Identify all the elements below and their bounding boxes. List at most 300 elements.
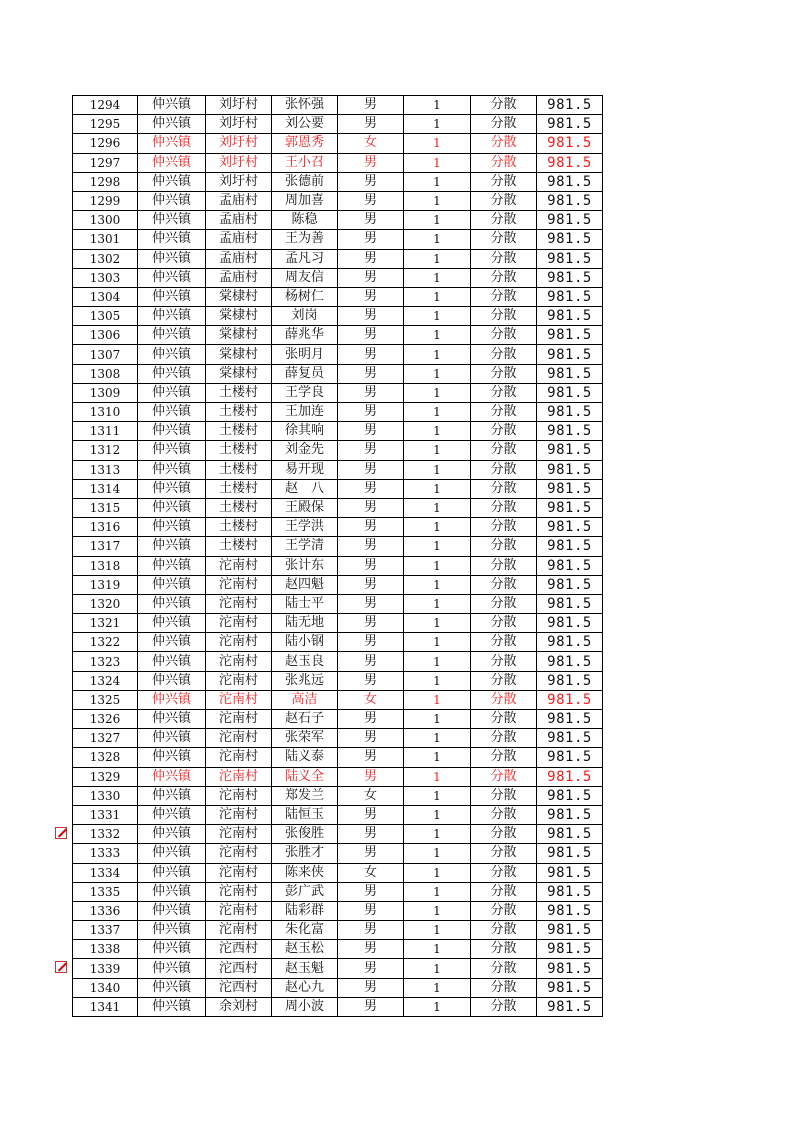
type-text: 分散: [490, 730, 517, 746]
cell-village: [206, 537, 272, 556]
town-text: 仲兴镇: [151, 883, 191, 899]
name-text: 刘公要: [284, 116, 324, 132]
cell-type: [471, 460, 537, 479]
table-row: [73, 537, 603, 556]
gender-text: 男: [363, 500, 377, 516]
cell-village: [206, 901, 272, 920]
cell-town: [138, 307, 206, 326]
cell-village: [206, 479, 272, 498]
id-text: 1329: [89, 769, 121, 784]
name-text: 王小召: [284, 154, 324, 170]
count-text: 1: [433, 462, 441, 477]
amount-text: 981.5: [547, 327, 592, 344]
town-text: 仲兴镇: [151, 826, 191, 842]
town-text: 仲兴镇: [151, 557, 191, 573]
cell-gender: [338, 575, 404, 594]
id-text: 1330: [89, 788, 121, 803]
cell-name: [272, 921, 338, 940]
village-text: 土楼村: [218, 461, 258, 477]
amount-text: 981.5: [547, 979, 592, 996]
id-text: 1301: [89, 232, 121, 247]
type-text: 分散: [490, 672, 517, 688]
cell-village: [206, 863, 272, 882]
cell-count: [404, 249, 471, 268]
type-text: 分散: [490, 691, 517, 707]
cell-type: [471, 326, 537, 345]
amount-text: 981.5: [547, 768, 592, 785]
type-text: 分散: [490, 653, 517, 669]
cell-amount: [537, 345, 603, 364]
name-text: 张胜才: [284, 845, 324, 861]
table-row: [73, 287, 603, 306]
name-text: 王学洪: [284, 519, 324, 535]
name-text: 陆义泰: [284, 749, 324, 765]
cell-name: [272, 690, 338, 709]
cell-type: [471, 959, 537, 978]
amount-text: 981.5: [547, 653, 592, 670]
count-text: 1: [433, 501, 441, 516]
cell-count: [404, 805, 471, 824]
table-row: [73, 978, 603, 997]
town-text: 仲兴镇: [151, 538, 191, 554]
amount-text: 981.5: [547, 231, 592, 248]
comment-note-icon[interactable]: [55, 961, 67, 973]
gender-text: 男: [363, 404, 377, 420]
cell-count: [404, 882, 471, 901]
cell-amount: [537, 901, 603, 920]
table-row: [73, 268, 603, 287]
count-text: 1: [433, 673, 441, 688]
gender-text: 男: [363, 538, 377, 554]
cell-gender: [338, 326, 404, 345]
cell-type: [471, 633, 537, 652]
name-text: 陆无地: [284, 615, 324, 631]
cell-id: [73, 978, 138, 997]
cell-gender: [338, 633, 404, 652]
gender-text: 男: [363, 269, 377, 285]
cell-gender: [338, 172, 404, 191]
amount-text: 981.5: [547, 902, 592, 919]
count-text: 1: [433, 808, 441, 823]
cell-town: [138, 537, 206, 556]
cell-town: [138, 940, 206, 959]
id-text: 1337: [89, 923, 121, 938]
cell-town: [138, 729, 206, 748]
gender-text: 男: [363, 845, 377, 861]
type-text: 分散: [490, 269, 517, 285]
village-text: 土楼村: [218, 442, 258, 458]
village-text: 孟庙村: [218, 250, 258, 266]
amount-text: 981.5: [547, 135, 592, 152]
name-text: 王加连: [284, 404, 324, 420]
amount-text: 981.5: [547, 711, 592, 728]
count-text: 1: [433, 903, 441, 918]
amount-text: 981.5: [547, 883, 592, 900]
cell-id: [73, 172, 138, 191]
table-row: [73, 748, 603, 767]
cell-count: [404, 153, 471, 172]
cell-id: [73, 383, 138, 402]
cell-village: [206, 326, 272, 345]
cell-count: [404, 921, 471, 940]
cell-type: [471, 882, 537, 901]
cell-name: [272, 825, 338, 844]
cell-count: [404, 671, 471, 690]
type-text: 分散: [490, 461, 517, 477]
village-text: 沱南村: [218, 768, 258, 784]
cell-name: [272, 518, 338, 537]
cell-gender: [338, 96, 404, 115]
gender-text: 男: [363, 308, 377, 324]
cell-name: [272, 287, 338, 306]
count-text: 1: [433, 174, 441, 189]
type-text: 分散: [490, 231, 517, 247]
cell-gender: [338, 479, 404, 498]
gender-text: 男: [363, 173, 377, 189]
village-text: 土楼村: [218, 519, 258, 535]
id-text: 1316: [89, 520, 121, 535]
cell-amount: [537, 614, 603, 633]
cell-name: [272, 575, 338, 594]
cell-type: [471, 767, 537, 786]
cell-name: [272, 767, 338, 786]
cell-name: [272, 594, 338, 613]
amount-text: 981.5: [547, 500, 592, 517]
village-text: 沱西村: [218, 979, 258, 995]
village-text: 刘圩村: [218, 154, 258, 170]
town-text: 仲兴镇: [151, 135, 191, 151]
cell-amount: [537, 96, 603, 115]
cell-id: [73, 115, 138, 134]
cell-town: [138, 710, 206, 729]
cell-village: [206, 690, 272, 709]
cell-count: [404, 959, 471, 978]
type-text: 分散: [490, 154, 517, 170]
cell-count: [404, 230, 471, 249]
id-text: 1338: [89, 942, 121, 957]
cell-town: [138, 479, 206, 498]
cell-id: [73, 134, 138, 153]
cell-amount: [537, 537, 603, 556]
type-text: 分散: [490, 960, 517, 976]
table-row: [73, 710, 603, 729]
cell-name: [272, 460, 338, 479]
count-text: 1: [433, 481, 441, 496]
cell-gender: [338, 115, 404, 134]
cell-gender: [338, 767, 404, 786]
table-row: [73, 403, 603, 422]
amount-text: 981.5: [547, 826, 592, 843]
amount-text: 981.5: [547, 691, 592, 708]
village-text: 沱南村: [218, 787, 258, 803]
count-text: 1: [433, 980, 441, 995]
cell-type: [471, 825, 537, 844]
town-text: 仲兴镇: [151, 864, 191, 880]
cell-count: [404, 978, 471, 997]
cell-name: [272, 748, 338, 767]
count-text: 1: [433, 328, 441, 343]
village-text: 沱南村: [218, 653, 258, 669]
id-text: 1335: [89, 884, 121, 899]
gender-text: 男: [363, 231, 377, 247]
name-text: 陆彩群: [284, 902, 324, 918]
cell-town: [138, 518, 206, 537]
village-text: 沱南村: [218, 711, 258, 727]
cell-amount: [537, 825, 603, 844]
comment-note-icon[interactable]: [55, 827, 67, 839]
table-body: [73, 96, 603, 1017]
cell-town: [138, 882, 206, 901]
cell-count: [404, 460, 471, 479]
gender-text: 男: [363, 480, 377, 496]
cell-id: [73, 729, 138, 748]
count-text: 1: [433, 750, 441, 765]
town-text: 仲兴镇: [151, 941, 191, 957]
gender-text: 女: [363, 864, 377, 880]
cell-name: [272, 307, 338, 326]
gender-text: 男: [363, 97, 377, 113]
town-text: 仲兴镇: [151, 308, 191, 324]
name-text: 赵 八: [284, 480, 324, 496]
cell-village: [206, 287, 272, 306]
cell-town: [138, 460, 206, 479]
count-text: 1: [433, 366, 441, 381]
type-text: 分散: [490, 998, 517, 1014]
cell-name: [272, 633, 338, 652]
cell-id: [73, 211, 138, 230]
cell-type: [471, 518, 537, 537]
name-text: 赵玉良: [284, 653, 324, 669]
village-text: 棠棣村: [218, 365, 258, 381]
id-text: 1305: [89, 309, 121, 324]
cell-id: [73, 441, 138, 460]
cell-id: [73, 594, 138, 613]
id-text: 1314: [89, 481, 121, 496]
cell-village: [206, 134, 272, 153]
cell-village: [206, 115, 272, 134]
cell-id: [73, 710, 138, 729]
town-text: 仲兴镇: [151, 173, 191, 189]
gender-text: 男: [363, 212, 377, 228]
count-text: 1: [433, 999, 441, 1014]
cell-village: [206, 345, 272, 364]
cell-type: [471, 671, 537, 690]
amount-text: 981.5: [547, 404, 592, 421]
name-text: 陈稳: [291, 212, 318, 228]
cell-count: [404, 690, 471, 709]
cell-village: [206, 959, 272, 978]
name-text: 薛复员: [284, 365, 324, 381]
id-text: 1304: [89, 289, 121, 304]
cell-gender: [338, 191, 404, 210]
cell-type: [471, 172, 537, 191]
cell-name: [272, 422, 338, 441]
cell-village: [206, 383, 272, 402]
gender-text: 男: [363, 615, 377, 631]
type-text: 分散: [490, 768, 517, 784]
type-text: 分散: [490, 135, 517, 151]
cell-village: [206, 614, 272, 633]
type-text: 分散: [490, 787, 517, 803]
gender-text: 男: [363, 672, 377, 688]
count-text: 1: [433, 596, 441, 611]
count-text: 1: [433, 846, 441, 861]
cell-amount: [537, 441, 603, 460]
cell-type: [471, 537, 537, 556]
cell-id: [73, 614, 138, 633]
cell-count: [404, 211, 471, 230]
town-text: 仲兴镇: [151, 730, 191, 746]
cell-gender: [338, 441, 404, 460]
village-text: 土楼村: [218, 384, 258, 400]
name-text: 张兆远: [284, 672, 324, 688]
amount-text: 981.5: [547, 154, 592, 171]
name-text: 赵心九: [284, 979, 324, 995]
id-text: 1311: [89, 424, 121, 439]
table-row: [73, 230, 603, 249]
id-text: 1327: [89, 731, 121, 746]
gender-text: 男: [363, 730, 377, 746]
cell-gender: [338, 997, 404, 1016]
cell-id: [73, 537, 138, 556]
id-text: 1309: [89, 385, 121, 400]
table-row: [73, 921, 603, 940]
cell-count: [404, 422, 471, 441]
cell-gender: [338, 671, 404, 690]
cell-gender: [338, 364, 404, 383]
id-text: 1331: [89, 808, 121, 823]
cell-amount: [537, 978, 603, 997]
cell-town: [138, 863, 206, 882]
amount-text: 981.5: [547, 173, 592, 190]
cell-id: [73, 96, 138, 115]
amount-text: 981.5: [547, 384, 592, 401]
village-text: 刘圩村: [218, 116, 258, 132]
amount-text: 981.5: [547, 749, 592, 766]
id-text: 1326: [89, 712, 121, 727]
village-text: 孟庙村: [218, 193, 258, 209]
cell-name: [272, 172, 338, 191]
id-text: 1313: [89, 462, 121, 477]
count-text: 1: [433, 309, 441, 324]
village-text: 棠棣村: [218, 308, 258, 324]
amount-text: 981.5: [547, 480, 592, 497]
table-row: [73, 690, 603, 709]
count-text: 1: [433, 788, 441, 803]
gender-text: 男: [363, 384, 377, 400]
cell-gender: [338, 959, 404, 978]
town-text: 仲兴镇: [151, 193, 191, 209]
village-text: 刘圩村: [218, 173, 258, 189]
id-text: 1295: [89, 117, 121, 132]
cell-name: [272, 614, 338, 633]
town-text: 仲兴镇: [151, 480, 191, 496]
town-text: 仲兴镇: [151, 500, 191, 516]
cell-amount: [537, 287, 603, 306]
gender-text: 男: [363, 826, 377, 842]
type-text: 分散: [490, 557, 517, 573]
id-text: 1332: [89, 827, 121, 842]
id-text: 1341: [89, 999, 121, 1014]
cell-id: [73, 268, 138, 287]
cell-town: [138, 844, 206, 863]
count-text: 1: [433, 616, 441, 631]
gender-text: 男: [363, 883, 377, 899]
cell-type: [471, 921, 537, 940]
table-row: [73, 652, 603, 671]
type-text: 分散: [490, 442, 517, 458]
cell-town: [138, 403, 206, 422]
cell-village: [206, 191, 272, 210]
cell-name: [272, 556, 338, 575]
cell-type: [471, 134, 537, 153]
cell-count: [404, 115, 471, 134]
cell-count: [404, 383, 471, 402]
cell-count: [404, 96, 471, 115]
gender-text: 男: [363, 346, 377, 362]
count-text: 1: [433, 232, 441, 247]
amount-text: 981.5: [547, 116, 592, 133]
cell-count: [404, 652, 471, 671]
name-text: 周友信: [284, 269, 324, 285]
town-text: 仲兴镇: [151, 346, 191, 362]
id-text: 1300: [89, 213, 121, 228]
count-text: 1: [433, 712, 441, 727]
cell-gender: [338, 249, 404, 268]
cell-town: [138, 153, 206, 172]
type-text: 分散: [490, 404, 517, 420]
amount-text: 981.5: [547, 97, 592, 114]
count-text: 1: [433, 385, 441, 400]
cell-name: [272, 326, 338, 345]
town-text: 仲兴镇: [151, 807, 191, 823]
cell-count: [404, 940, 471, 959]
village-text: 孟庙村: [218, 212, 258, 228]
cell-type: [471, 575, 537, 594]
village-text: 沱南村: [218, 595, 258, 611]
amount-text: 981.5: [547, 595, 592, 612]
count-text: 1: [433, 520, 441, 535]
cell-count: [404, 307, 471, 326]
cell-type: [471, 863, 537, 882]
gender-text: 男: [363, 461, 377, 477]
cell-count: [404, 287, 471, 306]
cell-gender: [338, 978, 404, 997]
village-text: 沱南村: [218, 883, 258, 899]
cell-id: [73, 364, 138, 383]
cell-gender: [338, 901, 404, 920]
cell-town: [138, 575, 206, 594]
cell-count: [404, 518, 471, 537]
id-text: 1328: [89, 750, 121, 765]
amount-text: 981.5: [547, 864, 592, 881]
cell-gender: [338, 729, 404, 748]
town-text: 仲兴镇: [151, 231, 191, 247]
cell-amount: [537, 383, 603, 402]
cell-town: [138, 287, 206, 306]
type-text: 分散: [490, 288, 517, 304]
id-text: 1317: [89, 539, 121, 554]
cell-town: [138, 921, 206, 940]
cell-gender: [338, 786, 404, 805]
amount-text: 981.5: [547, 845, 592, 862]
cell-town: [138, 556, 206, 575]
cell-gender: [338, 556, 404, 575]
name-text: 张计东: [284, 557, 324, 573]
id-text: 1334: [89, 865, 121, 880]
cell-town: [138, 652, 206, 671]
cell-amount: [537, 307, 603, 326]
